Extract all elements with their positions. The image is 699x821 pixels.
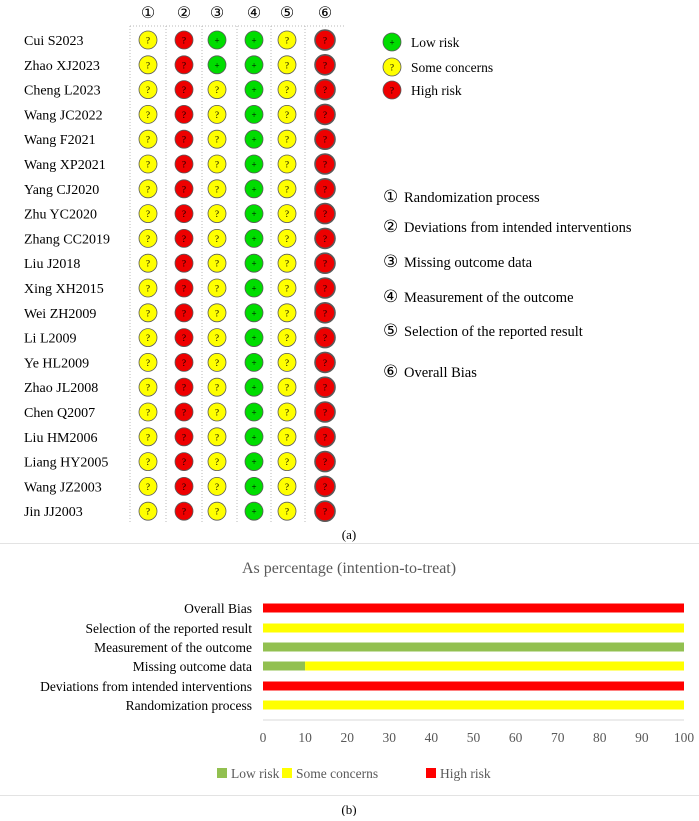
judgement-symbol: ?: [215, 134, 219, 145]
domain-key-label: Randomization process: [404, 190, 540, 206]
judgement-symbol: +: [251, 134, 257, 145]
study-label: Zhu YC2020: [24, 207, 97, 223]
x-tick-label: 60: [508, 730, 523, 745]
judgement-symbol: ?: [323, 407, 327, 418]
judgement-symbol: ?: [215, 357, 219, 368]
category-label: Overall Bias: [184, 601, 252, 616]
panel-divider: [0, 543, 699, 544]
judgement-symbol: ?: [323, 308, 327, 319]
judgement-symbol: ?: [323, 60, 327, 71]
judgement-symbol: ?: [285, 258, 289, 269]
stacked-bar-chart: [0, 548, 699, 816]
legend-symbol: +: [389, 37, 395, 48]
judgement-symbol: ?: [323, 258, 327, 269]
x-tick-label: 70: [550, 730, 565, 745]
judgement-symbol: ?: [285, 134, 289, 145]
judgement-symbol: ?: [285, 357, 289, 368]
study-label: Zhao JL2008: [24, 381, 99, 397]
judgement-symbol: ?: [146, 60, 150, 71]
judgement-symbol: ?: [323, 283, 327, 294]
judgement-symbol: ?: [215, 382, 219, 393]
legend-label: High risk: [411, 83, 462, 98]
judgement-symbol: +: [251, 432, 257, 443]
judgement-symbol: ?: [323, 85, 327, 96]
legend-symbol: ?: [390, 62, 394, 73]
judgement-symbol: ?: [146, 432, 150, 443]
judgement-symbol: ?: [323, 357, 327, 368]
judgement-symbol: +: [251, 457, 257, 468]
judgement-symbol: ?: [215, 457, 219, 468]
judgement-symbol: +: [251, 283, 257, 294]
judgement-symbol: ?: [182, 233, 186, 244]
study-label: Liu J2018: [24, 257, 81, 273]
judgement-symbol: ?: [323, 159, 327, 170]
judgement-symbol: ?: [215, 109, 219, 120]
bar-segment-high: [263, 682, 684, 691]
judgement-symbol: +: [251, 333, 257, 344]
domain-header: ②: [176, 5, 192, 22]
judgement-symbol: ?: [146, 109, 150, 120]
domain-header: ①: [140, 5, 156, 22]
judgement-symbol: ?: [182, 109, 186, 120]
legend-symbol: ?: [390, 85, 394, 96]
bar-segment-low: [263, 643, 684, 652]
judgement-symbol: ?: [285, 184, 289, 195]
judgement-symbol: ?: [182, 209, 186, 220]
judgement-symbol: ?: [182, 308, 186, 319]
judgement-symbol: ?: [323, 382, 327, 393]
judgement-symbol: ?: [215, 481, 219, 492]
judgement-symbol: ?: [215, 333, 219, 344]
judgement-symbol: ?: [323, 481, 327, 492]
judgement-symbol: ?: [215, 85, 219, 96]
judgement-symbol: ?: [323, 35, 327, 46]
judgement-symbol: ?: [285, 457, 289, 468]
judgement-symbol: ?: [146, 382, 150, 393]
domain-key-label: Selection of the reported result: [404, 324, 583, 340]
study-label: Cui S2023: [24, 34, 84, 49]
judgement-symbol: ?: [285, 283, 289, 294]
study-label: Wei ZH2009: [24, 306, 97, 322]
judgement-symbol: ?: [182, 506, 186, 517]
bar-segment-some: [263, 624, 684, 633]
x-tick-label: 0: [259, 730, 267, 745]
judgement-symbol: ?: [323, 134, 327, 145]
study-label: Cheng L2023: [24, 83, 101, 99]
study-label: Yang CJ2020: [24, 182, 100, 198]
judgement-symbol: ?: [323, 432, 327, 443]
judgement-symbol: ?: [146, 283, 150, 294]
judgement-symbol: ?: [146, 159, 150, 170]
x-tick-label: 50: [466, 730, 481, 745]
judgement-symbol: ?: [285, 35, 289, 46]
bar-segment-low: [263, 662, 305, 671]
judgement-symbol: ?: [182, 457, 186, 468]
judgement-symbol: ?: [323, 184, 327, 195]
legend-label: Low risk: [411, 35, 460, 50]
legend-label: Low risk: [231, 766, 280, 781]
judgement-symbol: ?: [182, 432, 186, 443]
judgement-symbol: ?: [215, 407, 219, 418]
judgement-symbol: +: [251, 407, 257, 418]
judgement-symbol: ?: [146, 184, 150, 195]
judgement-symbol: ?: [323, 333, 327, 344]
domain-key-number: ⑥: [383, 362, 399, 381]
study-label: Wang JZ2003: [24, 480, 102, 496]
study-label: Liu HM2006: [24, 430, 98, 446]
risk-of-bias-graph-panel: [0, 548, 699, 816]
judgement-symbol: ?: [182, 283, 186, 294]
legend-swatch-some: [282, 768, 292, 778]
judgement-symbol: ?: [182, 60, 186, 71]
judgement-symbol: ?: [323, 109, 327, 120]
domain-header: ⑤: [279, 5, 295, 22]
judgement-symbol: ?: [182, 159, 186, 170]
x-tick-label: 100: [673, 730, 695, 745]
judgement-symbol: ?: [285, 333, 289, 344]
judgement-symbol: ?: [323, 506, 327, 517]
domain-key-number: ②: [383, 217, 399, 236]
judgement-symbol: ?: [285, 506, 289, 517]
judgement-symbol: ?: [285, 407, 289, 418]
judgement-symbol: ?: [215, 258, 219, 269]
judgement-symbol: ?: [146, 35, 150, 46]
bottom-divider: [0, 795, 699, 796]
study-label: Li L2009: [24, 331, 77, 347]
study-label: Chen Q2007: [24, 406, 96, 421]
legend-label: Some concerns: [411, 60, 494, 75]
judgement-symbol: ?: [146, 506, 150, 517]
x-tick-label: 10: [298, 730, 312, 745]
judgement-symbol: +: [251, 85, 257, 96]
x-tick-label: 90: [635, 730, 649, 745]
study-label: Ye HL2009: [24, 356, 90, 372]
judgement-symbol: ?: [146, 209, 150, 220]
judgement-symbol: +: [251, 35, 257, 46]
domain-header: ④: [246, 5, 262, 22]
judgement-symbol: ?: [285, 159, 289, 170]
judgement-symbol: ?: [146, 357, 150, 368]
judgement-symbol: ?: [285, 382, 289, 393]
judgement-symbol: ?: [146, 233, 150, 244]
x-tick-label: 20: [340, 730, 354, 745]
judgement-symbol: +: [214, 60, 220, 71]
bar-segment-high: [263, 604, 684, 613]
judgement-symbol: ?: [323, 233, 327, 244]
judgement-symbol: ?: [285, 209, 289, 220]
judgement-symbol: ?: [182, 258, 186, 269]
judgement-symbol: +: [251, 233, 257, 244]
x-tick-label: 40: [424, 730, 439, 745]
judgement-symbol: ?: [285, 432, 289, 443]
x-tick-label: 30: [382, 730, 397, 745]
judgement-symbol: +: [251, 357, 257, 368]
bar-segment-some: [263, 701, 684, 710]
domain-key-number: ⑤: [383, 321, 399, 340]
study-label: Wang XP2021: [24, 158, 106, 173]
judgement-symbol: ?: [146, 333, 150, 344]
judgement-symbol: ?: [146, 258, 150, 269]
study-label: Jin JJ2003: [24, 505, 83, 521]
judgement-symbol: ?: [215, 308, 219, 319]
domain-header: ⑥: [317, 5, 333, 22]
category-label: Randomization process: [125, 698, 252, 713]
domain-key-number: ①: [383, 187, 399, 206]
judgement-symbol: ?: [182, 134, 186, 145]
judgement-symbol: ?: [146, 457, 150, 468]
judgement-symbol: +: [251, 506, 257, 517]
judgement-symbol: +: [251, 184, 257, 195]
judgement-symbol: ?: [146, 481, 150, 492]
legend-swatch-high: [426, 768, 436, 778]
judgement-symbol: ?: [146, 407, 150, 418]
panel-a-label: (a): [341, 527, 357, 542]
judgement-symbol: ?: [215, 159, 219, 170]
study-label: Wang F2021: [24, 133, 96, 149]
judgement-symbol: ?: [182, 382, 186, 393]
category-label: Measurement of the outcome: [94, 640, 252, 655]
judgement-symbol: ?: [215, 184, 219, 195]
judgement-symbol: ?: [323, 209, 327, 220]
study-label: Xing XH2015: [24, 282, 104, 297]
judgement-symbol: +: [214, 35, 220, 46]
judgement-symbol: ?: [215, 283, 219, 294]
legend-swatch-low: [217, 768, 227, 778]
judgement-symbol: +: [251, 258, 257, 269]
judgement-symbol: ?: [323, 457, 327, 468]
study-label: Zhang CC2019: [24, 232, 110, 248]
study-label: Wang JC2022: [24, 108, 103, 124]
judgement-symbol: +: [251, 159, 257, 170]
domain-key-label: Overall Bias: [404, 365, 477, 381]
judgement-symbol: ?: [215, 506, 219, 517]
x-tick-label: 80: [593, 730, 607, 745]
domain-key-label: Measurement of the outcome: [404, 290, 574, 306]
judgement-symbol: ?: [146, 85, 150, 96]
legend-label: High risk: [440, 766, 491, 781]
domain-key-number: ④: [383, 287, 399, 306]
judgement-symbol: ?: [215, 233, 219, 244]
judgement-symbol: +: [251, 109, 257, 120]
judgement-symbol: ?: [285, 85, 289, 96]
judgement-symbol: ?: [215, 432, 219, 443]
judgement-symbol: ?: [182, 85, 186, 96]
study-label: Zhao XJ2023: [24, 58, 100, 74]
judgement-symbol: +: [251, 209, 257, 220]
judgement-symbol: ?: [285, 60, 289, 71]
judgement-symbol: ?: [285, 481, 289, 492]
judgement-symbol: +: [251, 60, 257, 71]
domain-key-number: ③: [383, 252, 399, 271]
domain-key-label: Deviations from intended interventions: [404, 220, 632, 236]
panel-b-label: (b): [341, 802, 357, 816]
study-label: Liang HY2005: [24, 455, 109, 471]
judgement-symbol: ?: [285, 109, 289, 120]
judgement-symbol: ?: [285, 233, 289, 244]
judgement-symbol: ?: [182, 333, 186, 344]
category-label: Missing outcome data: [132, 659, 252, 674]
category-label: Deviations from intended interventions: [40, 679, 252, 694]
judgement-symbol: ?: [146, 134, 150, 145]
domain-key-label: Missing outcome data: [404, 255, 533, 271]
bar-segment-some: [305, 662, 684, 671]
legend-label: Some concerns: [296, 766, 379, 781]
domain-header: ③: [209, 5, 225, 22]
chart-title: As percentage (intention-to-treat): [241, 560, 457, 577]
judgement-symbol: ?: [182, 407, 186, 418]
judgement-symbol: ?: [285, 308, 289, 319]
judgement-symbol: +: [251, 382, 257, 393]
judgement-symbol: +: [251, 481, 257, 492]
judgement-symbol: ?: [182, 35, 186, 46]
judgement-symbol: ?: [215, 209, 219, 220]
category-label: Selection of the reported result: [85, 621, 252, 636]
judgement-symbol: ?: [182, 357, 186, 368]
judgement-symbol: ?: [182, 481, 186, 492]
judgement-symbol: ?: [146, 308, 150, 319]
judgement-symbol: ?: [182, 184, 186, 195]
judgement-symbol: +: [251, 308, 257, 319]
